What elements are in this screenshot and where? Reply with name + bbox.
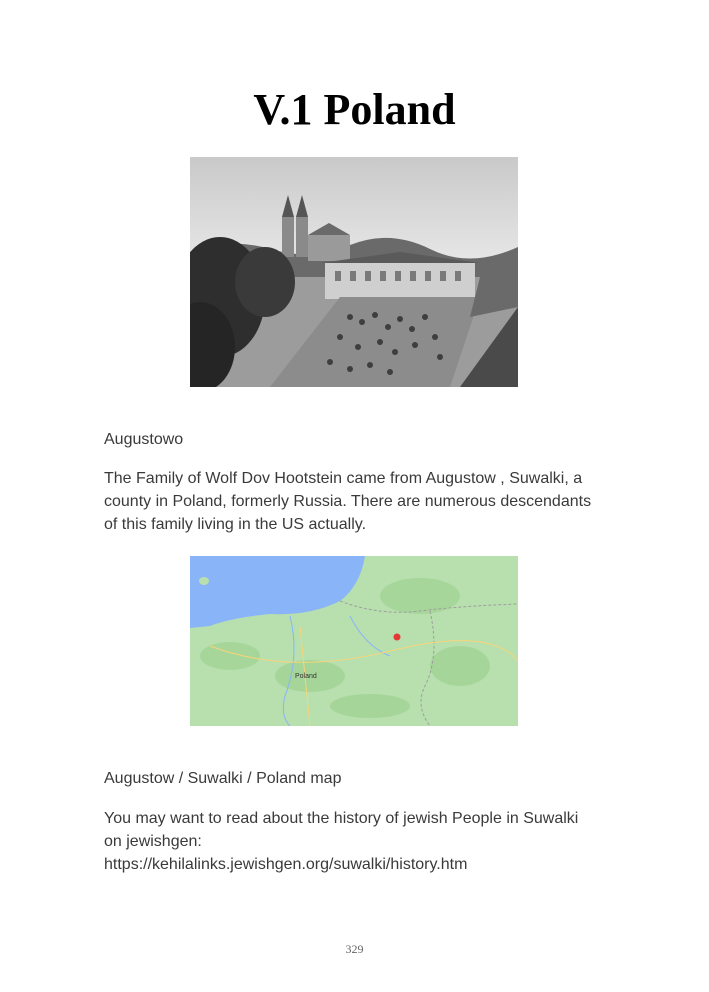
map-image xyxy=(190,556,518,726)
paragraph-line: The Family of Wolf Dov Hootstein came from Augustow , Suwalki, a xyxy=(104,470,583,487)
map-caption: Augustow / Suwalki / Poland map xyxy=(104,770,342,787)
paragraph-line: on jewishgen: xyxy=(104,833,202,850)
location-marker-icon xyxy=(394,634,401,641)
map-country-label: Poland xyxy=(295,673,317,680)
history-url: https://kehilalinks.jewishgen.org/suwalki/history.htm xyxy=(104,856,468,873)
town-photo-image xyxy=(190,157,518,387)
photo-caption: Augustowo xyxy=(104,431,184,448)
historic-town-photo xyxy=(190,157,518,387)
page-number: 329 xyxy=(345,942,364,956)
paragraph-line: You may want to read about the history of jewish People in Suwalki xyxy=(104,810,579,827)
paragraph-line: county in Poland, formerly Russia. There are numerous descendants xyxy=(104,493,592,510)
family-origin-paragraph xyxy=(104,467,609,536)
paragraph-line: of this family living in the US actually. xyxy=(104,516,367,533)
poland-map xyxy=(190,556,518,726)
page-title: V.1 Poland xyxy=(253,85,456,134)
history-paragraph xyxy=(104,807,609,876)
